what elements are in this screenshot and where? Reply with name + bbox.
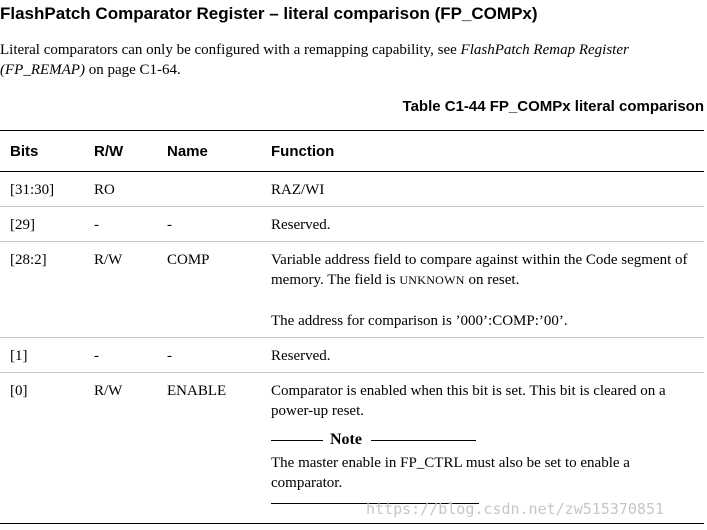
cell-bits: [0] xyxy=(10,383,28,399)
table-bottom-rule xyxy=(0,523,704,524)
cell-rw: - xyxy=(94,348,99,364)
cell-name: - xyxy=(167,348,172,364)
cell-function: Reserved. xyxy=(271,348,331,364)
function-paragraph: The address for comparison is ’000’:COMP:’00’. xyxy=(271,313,568,329)
function-paragraph xyxy=(271,250,699,290)
intro-text-before: Literal comparators can only be configured with a remapping capability, see xyxy=(0,42,461,58)
cell-function xyxy=(271,381,699,504)
table-header-row xyxy=(0,131,704,171)
column-header-bits: Bits xyxy=(10,143,39,160)
cell-bits: [29] xyxy=(10,217,35,233)
register-table xyxy=(0,130,704,524)
cell-bits: [28:2] xyxy=(10,252,47,268)
intro-text-after: on page C1-64. xyxy=(84,62,181,78)
table-row xyxy=(0,338,704,372)
section-heading: FlashPatch Comparator Register – literal comparison (FP_COMPx) xyxy=(0,4,538,23)
watermark: https://blog.csdn.net/zw515370851 xyxy=(366,500,665,518)
function-text: on reset. xyxy=(464,272,520,288)
note-rule-left xyxy=(271,440,323,441)
column-header-rw: R/W xyxy=(94,143,124,160)
cell-function: Reserved. xyxy=(271,217,331,233)
cell-rw: R/W xyxy=(94,252,123,268)
cell-bits: [31:30] xyxy=(10,182,55,198)
function-text: Variable address field to compare against within the Code segment of memory. The field is xyxy=(271,252,688,288)
note-text: The master enable in FP_CTRL must also be set to enable a comparator. xyxy=(271,455,630,491)
cell-name: COMP xyxy=(167,252,210,268)
table-row xyxy=(0,242,704,337)
cell-function xyxy=(271,250,699,331)
intro-paragraph xyxy=(0,40,707,80)
cell-name: ENABLE xyxy=(167,383,227,399)
note-rule-right xyxy=(371,440,476,441)
cell-rw: RO xyxy=(94,182,115,198)
table-row xyxy=(0,207,704,241)
cell-name: - xyxy=(167,217,172,233)
note-label: Note xyxy=(330,431,362,448)
cell-rw: R/W xyxy=(94,383,123,399)
intro-cross-reference[interactable]: FlashPatch Remap Register (FP_REMAP) xyxy=(0,42,629,78)
cell-function: RAZ/WI xyxy=(271,182,325,198)
column-header-function: Function xyxy=(271,143,335,160)
cell-rw: - xyxy=(94,217,99,233)
function-keyword: UNKNOWN xyxy=(399,273,465,287)
function-paragraph: Comparator is enabled when this bit is set. This bit is cleared on a power-up reset. xyxy=(271,383,666,419)
cell-bits: [1] xyxy=(10,348,28,364)
column-header-name: Name xyxy=(167,143,208,160)
note-header xyxy=(271,430,699,450)
table-caption: Table C1-44 FP_COMPx literal comparison xyxy=(402,98,704,115)
table-row xyxy=(0,172,704,206)
